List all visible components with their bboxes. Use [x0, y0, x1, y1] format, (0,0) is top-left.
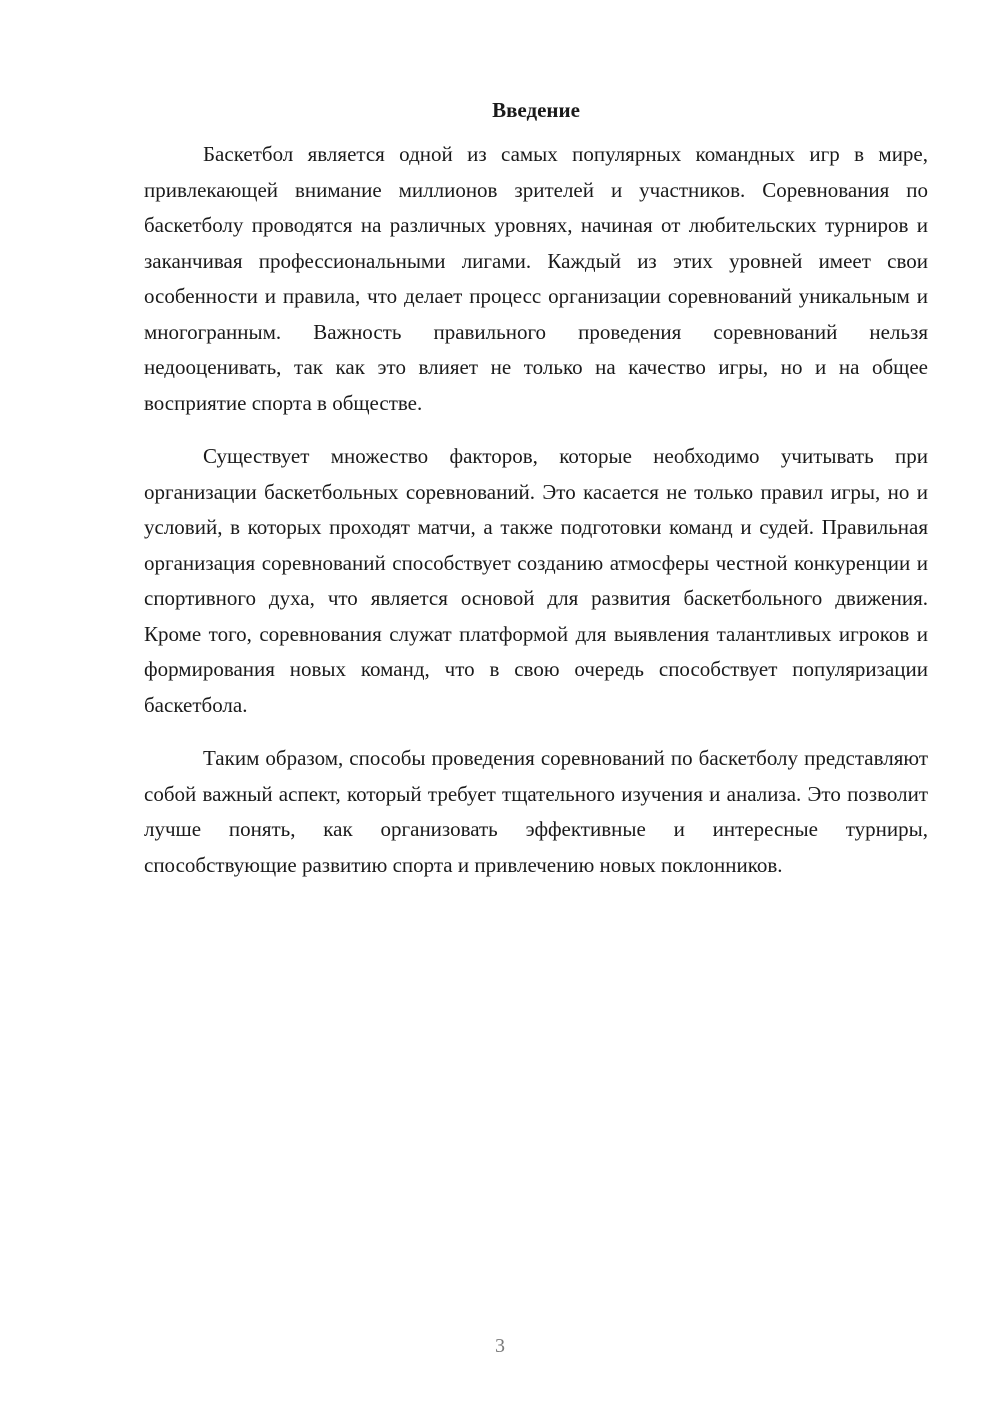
section-heading: Введение [492, 98, 580, 122]
paragraph-1: Баскетбол является одной из самых популярных командных игр в мире, привлекающей внимание миллионов зрителей и участников. Соревнования по баскетболу проводятся на различных уровнях, начиная от любительских турниров и заканчивая профессиональными лигами. Каждый из этих уровней имеет свои особенности и правила, что делает процесс организации соревнований уникальным и многогранным. Важность правильного проведения соревнований нельзя недооценивать, так как это влияет не только на качество игры, но и на общее восприятие спорта в обществе. [144, 142, 928, 415]
paragraph-2: Существует множество факторов, которые необходимо учитывать при организации баскетбольных соревнований. Это касается не только правил игры, но и условий, в которых проходят матчи, а также подготовки команд и судей. Правильная организация соревнований способствует созданию атмосферы честной конкуренции и спортивного духа, что является основой для развития баскетбольного движения. Кроме того, соревнования служат платформой для выявления талантливых игроков и формирования новых команд, что в свою очередь способствует популяризации баскетбола. [144, 444, 928, 717]
paragraph-3: Таким образом, способы проведения соревнований по баскетболу представляют собой важный аспект, который требует тщательного изучения и анализа. Это позволит лучше понять, как организовать эффективные и интересные турниры, способствующие развитию спорта и привлечению новых поклонников. [144, 746, 928, 877]
page-number: 3 [495, 1335, 505, 1357]
page-content [144, 93, 928, 901]
